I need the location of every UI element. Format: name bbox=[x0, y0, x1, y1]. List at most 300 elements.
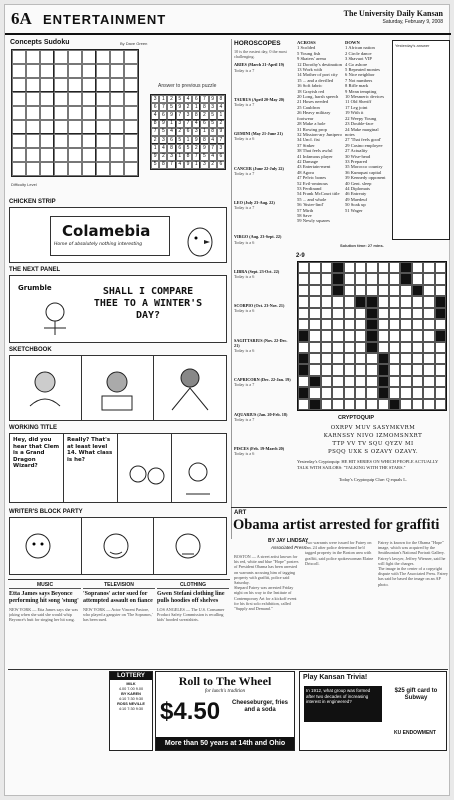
sudoku-cell[interactable] bbox=[26, 50, 40, 64]
horoscope-sign: SCORPIO (Oct. 23-Nov. 21) bbox=[234, 303, 285, 309]
sudoku-cell[interactable] bbox=[12, 78, 26, 92]
crossword-cell[interactable] bbox=[344, 319, 355, 330]
crossword-cell[interactable] bbox=[332, 273, 343, 284]
crossword-cell[interactable] bbox=[423, 399, 434, 410]
crossword-cell[interactable] bbox=[355, 399, 366, 410]
working-title-comic bbox=[9, 433, 227, 503]
crossword-cell[interactable] bbox=[400, 376, 411, 387]
crossword-cell[interactable] bbox=[423, 330, 434, 341]
crossword-cell[interactable] bbox=[366, 364, 377, 375]
crossword-cell[interactable] bbox=[378, 364, 389, 375]
sudoku-cell[interactable] bbox=[68, 64, 82, 78]
sudoku-cell[interactable] bbox=[40, 78, 54, 92]
brief-category: CLOTHING bbox=[157, 582, 229, 589]
crossword-cell[interactable] bbox=[378, 353, 389, 364]
crossword-cell[interactable] bbox=[298, 285, 309, 296]
crossword-cell[interactable] bbox=[435, 342, 446, 353]
crossword-cell[interactable] bbox=[321, 387, 332, 398]
crossword-cell[interactable] bbox=[332, 353, 343, 364]
crossword-cell[interactable] bbox=[423, 387, 434, 398]
sudoku-cell[interactable] bbox=[68, 92, 82, 106]
crossword-cell[interactable] bbox=[355, 376, 366, 387]
sudoku-cell[interactable] bbox=[40, 50, 54, 64]
crossword-cell[interactable] bbox=[332, 399, 343, 410]
crossword-cell[interactable] bbox=[378, 273, 389, 284]
horoscopes-list bbox=[234, 49, 294, 529]
crossword-cell[interactable] bbox=[366, 296, 377, 307]
crossword-cell[interactable] bbox=[344, 399, 355, 410]
crossword-cell[interactable] bbox=[378, 330, 389, 341]
sudoku-cell[interactable] bbox=[82, 148, 96, 162]
cryptoquip-line: PSQQ UXK S OZAVY OZAVY. bbox=[327, 449, 419, 455]
crossword-cell[interactable] bbox=[355, 364, 366, 375]
crossword-cell[interactable] bbox=[400, 353, 411, 364]
sudoku-cell[interactable] bbox=[12, 134, 26, 148]
crossword-cell[interactable] bbox=[435, 376, 446, 387]
answer-cell: 2 bbox=[176, 128, 184, 136]
horoscope-rating: Today is a 6 bbox=[234, 136, 255, 142]
sudoku-cell[interactable] bbox=[54, 64, 68, 78]
sudoku-cell[interactable] bbox=[124, 50, 138, 64]
sudoku-cell[interactable] bbox=[26, 134, 40, 148]
sudoku-cell[interactable] bbox=[40, 120, 54, 134]
crossword-cell[interactable] bbox=[309, 296, 320, 307]
sudoku-cell[interactable] bbox=[124, 162, 138, 176]
crossword-cell[interactable] bbox=[412, 353, 423, 364]
crossword-cell[interactable] bbox=[412, 399, 423, 410]
crossword-cell[interactable] bbox=[355, 308, 366, 319]
crossword-cell[interactable] bbox=[400, 342, 411, 353]
lottery-showtimes bbox=[110, 680, 152, 712]
sudoku-cell[interactable] bbox=[96, 120, 110, 134]
crossword-cell[interactable] bbox=[389, 399, 400, 410]
answer-cell: 4 bbox=[176, 161, 184, 169]
sudoku-cell[interactable] bbox=[68, 106, 82, 120]
crossword-cell[interactable] bbox=[355, 342, 366, 353]
crossword-cell[interactable] bbox=[344, 342, 355, 353]
sudoku-cell[interactable] bbox=[110, 64, 124, 78]
horoscope-entry bbox=[234, 412, 294, 422]
crossword-cell[interactable] bbox=[412, 273, 423, 284]
crossword-cell[interactable] bbox=[435, 273, 446, 284]
crossword-cell[interactable] bbox=[412, 364, 423, 375]
crossword-cell[interactable] bbox=[389, 273, 400, 284]
crossword-cell[interactable] bbox=[309, 285, 320, 296]
sudoku-cell[interactable] bbox=[40, 64, 54, 78]
crossword-cell[interactable] bbox=[400, 319, 411, 330]
crossword-cell[interactable] bbox=[321, 353, 332, 364]
lottery-film-title: ROSS NEVILLE bbox=[117, 702, 145, 706]
crossword-cell[interactable] bbox=[344, 308, 355, 319]
crossword-cell[interactable] bbox=[344, 262, 355, 273]
crossword-cell[interactable] bbox=[321, 364, 332, 375]
sudoku-cell[interactable] bbox=[96, 64, 110, 78]
sudoku-cell[interactable] bbox=[68, 162, 82, 176]
cryptoquip-puzzle bbox=[297, 424, 449, 456]
sudoku-cell[interactable] bbox=[124, 148, 138, 162]
crossword-cell[interactable] bbox=[298, 376, 309, 387]
crossword-cell[interactable] bbox=[378, 308, 389, 319]
crossword-cell[interactable] bbox=[400, 308, 411, 319]
sudoku-cell[interactable] bbox=[82, 50, 96, 64]
crossword-cell[interactable] bbox=[309, 387, 320, 398]
sudoku-cell[interactable] bbox=[124, 120, 138, 134]
crossword-cell[interactable] bbox=[298, 330, 309, 341]
crossword-cell[interactable] bbox=[355, 285, 366, 296]
sudoku-cell[interactable] bbox=[82, 92, 96, 106]
crossword-cell[interactable] bbox=[309, 308, 320, 319]
crossword-cell[interactable] bbox=[344, 330, 355, 341]
crossword-cell[interactable] bbox=[332, 387, 343, 398]
crossword-cell[interactable] bbox=[332, 376, 343, 387]
sudoku-cell[interactable] bbox=[26, 106, 40, 120]
crossword-cell[interactable] bbox=[366, 353, 377, 364]
crossword-cell[interactable] bbox=[435, 387, 446, 398]
crossword-cell[interactable] bbox=[389, 364, 400, 375]
crossword-cell[interactable] bbox=[366, 376, 377, 387]
sudoku-cell[interactable] bbox=[110, 162, 124, 176]
crossword-clue: 27 Actuality bbox=[345, 148, 368, 154]
crossword-cell[interactable] bbox=[355, 262, 366, 273]
crossword-cell[interactable] bbox=[412, 319, 423, 330]
crossword-grid[interactable] bbox=[297, 261, 447, 411]
answer-cell: 8 bbox=[167, 144, 175, 152]
crossword-cell[interactable] bbox=[321, 262, 332, 273]
crossword-cell[interactable] bbox=[321, 399, 332, 410]
crossword-cell[interactable] bbox=[378, 399, 389, 410]
roll-to-the-wheel-ad[interactable] bbox=[155, 671, 295, 751]
crossword-cell[interactable] bbox=[355, 353, 366, 364]
crossword-clue: 39 Kennedy opponent bbox=[345, 175, 386, 181]
sudoku-cell[interactable] bbox=[12, 64, 26, 78]
sudoku-cell[interactable] bbox=[40, 148, 54, 162]
sudoku-cell[interactable] bbox=[96, 78, 110, 92]
sudoku-cell[interactable] bbox=[54, 50, 68, 64]
sudoku-cell[interactable] bbox=[82, 120, 96, 134]
crossword-cell[interactable] bbox=[378, 319, 389, 330]
sudoku-cell[interactable] bbox=[54, 92, 68, 106]
crossword-cell[interactable] bbox=[400, 285, 411, 296]
crossword-cell[interactable] bbox=[355, 330, 366, 341]
sudoku-cell[interactable] bbox=[40, 106, 54, 120]
sudoku-cell[interactable] bbox=[26, 148, 40, 162]
crossword-cell[interactable] bbox=[298, 387, 309, 398]
crossword-cell[interactable] bbox=[298, 342, 309, 353]
crossword-cell[interactable] bbox=[332, 296, 343, 307]
crossword-cell[interactable] bbox=[309, 353, 320, 364]
sudoku-cell[interactable] bbox=[96, 148, 110, 162]
sudoku-cell[interactable] bbox=[124, 78, 138, 92]
crossword-cell[interactable] bbox=[344, 273, 355, 284]
crossword-cell[interactable] bbox=[344, 387, 355, 398]
crossword-cell[interactable] bbox=[332, 330, 343, 341]
crossword-cell[interactable] bbox=[366, 285, 377, 296]
crossword-cell[interactable] bbox=[378, 376, 389, 387]
sudoku-cell[interactable] bbox=[68, 120, 82, 134]
crossword-cell[interactable] bbox=[309, 319, 320, 330]
crossword-cell[interactable] bbox=[332, 364, 343, 375]
crossword-cell[interactable] bbox=[298, 364, 309, 375]
sudoku-cell[interactable] bbox=[26, 162, 40, 176]
crossword-cell[interactable] bbox=[389, 296, 400, 307]
crossword-clue: 49 Maedeuf bbox=[345, 196, 368, 202]
crossword-cell[interactable] bbox=[321, 330, 332, 341]
crossword-cell[interactable] bbox=[423, 376, 434, 387]
sudoku-cell[interactable] bbox=[54, 162, 68, 176]
crossword-cell[interactable] bbox=[355, 387, 366, 398]
crossword-cell[interactable] bbox=[412, 296, 423, 307]
crossword-cell[interactable] bbox=[400, 364, 411, 375]
sudoku-cell[interactable] bbox=[54, 134, 68, 148]
sudoku-cell[interactable] bbox=[68, 148, 82, 162]
sudoku-cell[interactable] bbox=[110, 78, 124, 92]
sudoku-cell[interactable] bbox=[54, 148, 68, 162]
crossword-cell[interactable] bbox=[423, 364, 434, 375]
crossword-cell[interactable] bbox=[378, 342, 389, 353]
sudoku-cell[interactable] bbox=[54, 120, 68, 134]
sudoku-cell[interactable] bbox=[82, 162, 96, 176]
crossword-cell[interactable] bbox=[389, 353, 400, 364]
crossword-cell[interactable] bbox=[423, 262, 434, 273]
crossword-cell[interactable] bbox=[423, 285, 434, 296]
crossword-cell[interactable] bbox=[309, 376, 320, 387]
sudoku-cell[interactable] bbox=[110, 92, 124, 106]
crossword-cell[interactable] bbox=[435, 353, 446, 364]
crossword-cell[interactable] bbox=[435, 308, 446, 319]
crossword-cell[interactable] bbox=[344, 376, 355, 387]
crossword-cell[interactable] bbox=[298, 399, 309, 410]
article-paragraph-4: Fairey is known for the Obama "Hope" image, which was acquired by the Smithsonian's National Portrait Gallery. Fairey's lawyer, Jeffrey Wiesner, said he will fight the charges. bbox=[378, 540, 446, 566]
crossword-cell[interactable] bbox=[378, 285, 389, 296]
crossword-cell[interactable] bbox=[378, 262, 389, 273]
crossword-cell[interactable] bbox=[400, 262, 411, 273]
crossword-cell[interactable] bbox=[344, 285, 355, 296]
crossword-cell[interactable] bbox=[321, 376, 332, 387]
crossword-cell[interactable] bbox=[321, 308, 332, 319]
crossword-cell[interactable] bbox=[435, 330, 446, 341]
sudoku-cell[interactable] bbox=[110, 120, 124, 134]
crossword-cell[interactable] bbox=[423, 319, 434, 330]
sudoku-cell[interactable] bbox=[124, 106, 138, 120]
crossword-cell[interactable] bbox=[366, 319, 377, 330]
sudoku-cell[interactable] bbox=[96, 92, 110, 106]
crossword-cell[interactable] bbox=[389, 387, 400, 398]
crossword-cell[interactable] bbox=[332, 262, 343, 273]
horoscope-entry bbox=[234, 234, 294, 244]
crossword-cell[interactable] bbox=[298, 308, 309, 319]
answer-cell: 8 bbox=[217, 95, 225, 103]
crossword-clue: 1 African nation bbox=[345, 45, 375, 51]
crossword-cell[interactable] bbox=[435, 262, 446, 273]
sudoku-cell[interactable] bbox=[124, 92, 138, 106]
sudoku-cell[interactable] bbox=[54, 78, 68, 92]
sudoku-cell[interactable] bbox=[124, 64, 138, 78]
article-column-2 bbox=[305, 540, 375, 668]
crossword-cell[interactable] bbox=[435, 399, 446, 410]
writers-panel-1 bbox=[10, 518, 82, 574]
crossword-cell[interactable] bbox=[412, 342, 423, 353]
sudoku-cell[interactable] bbox=[26, 64, 40, 78]
crossword-cell[interactable] bbox=[400, 387, 411, 398]
crossword-cell[interactable] bbox=[435, 296, 446, 307]
crossword-cell[interactable] bbox=[389, 308, 400, 319]
answer-cell: 2 bbox=[151, 136, 159, 144]
sudoku-cell[interactable] bbox=[54, 106, 68, 120]
crossword-cell[interactable] bbox=[412, 330, 423, 341]
brief-headline: 'Sopranos' actor sued for attempted assault on fiance bbox=[83, 591, 153, 604]
sudoku-cell[interactable] bbox=[12, 92, 26, 106]
crossword-cell[interactable] bbox=[366, 387, 377, 398]
crossword-cell[interactable] bbox=[332, 308, 343, 319]
crossword-cell[interactable] bbox=[412, 376, 423, 387]
masthead bbox=[344, 9, 443, 25]
crossword-cell[interactable] bbox=[366, 330, 377, 341]
kansan-trivia-ad[interactable] bbox=[299, 671, 447, 751]
crossword-cell[interactable] bbox=[435, 319, 446, 330]
crossword-cell[interactable] bbox=[298, 296, 309, 307]
trivia-question: In 1912, what group was formed after two decades of increasing interest in engineered? bbox=[304, 686, 382, 722]
answer-cell: 1 bbox=[167, 120, 175, 128]
crossword-cell[interactable] bbox=[298, 319, 309, 330]
crossword-cell[interactable] bbox=[366, 342, 377, 353]
crossword-cell[interactable] bbox=[389, 285, 400, 296]
sudoku-cell[interactable] bbox=[68, 134, 82, 148]
horoscope-sign: LEO (July 23-Aug. 22) bbox=[234, 200, 275, 206]
crossword-cell[interactable] bbox=[423, 308, 434, 319]
sudoku-cell[interactable] bbox=[40, 92, 54, 106]
sudoku-cell[interactable] bbox=[96, 106, 110, 120]
crossword-cell[interactable] bbox=[389, 342, 400, 353]
sudoku-cell[interactable] bbox=[82, 106, 96, 120]
crossword-cell[interactable] bbox=[366, 262, 377, 273]
crossword-cell[interactable] bbox=[423, 273, 434, 284]
sudoku-cell[interactable] bbox=[82, 64, 96, 78]
crossword-cell[interactable] bbox=[389, 262, 400, 273]
crossword-cell[interactable] bbox=[355, 296, 366, 307]
sudoku-cell[interactable] bbox=[12, 50, 26, 64]
answer-cell: 3 bbox=[200, 161, 208, 169]
crossword-cell[interactable] bbox=[321, 342, 332, 353]
sudoku-cell[interactable] bbox=[82, 78, 96, 92]
crossword-cell[interactable] bbox=[309, 364, 320, 375]
crossword-cell[interactable] bbox=[423, 342, 434, 353]
crossword-cell[interactable] bbox=[412, 285, 423, 296]
sudoku-cell[interactable] bbox=[124, 134, 138, 148]
crossword-cell[interactable] bbox=[378, 387, 389, 398]
crossword-cell[interactable] bbox=[400, 273, 411, 284]
crossword-cell[interactable] bbox=[309, 273, 320, 284]
sudoku-cell[interactable] bbox=[96, 134, 110, 148]
crossword-cell[interactable] bbox=[355, 273, 366, 284]
crossword-clue: 21 Hoses needed bbox=[297, 99, 329, 105]
crossword-cell[interactable] bbox=[332, 342, 343, 353]
crossword-cell[interactable] bbox=[400, 296, 411, 307]
crossword-cell[interactable] bbox=[423, 296, 434, 307]
crossword-cell[interactable] bbox=[332, 319, 343, 330]
sudoku-cell[interactable] bbox=[12, 148, 26, 162]
crossword-cell[interactable] bbox=[400, 399, 411, 410]
crossword-cell[interactable] bbox=[321, 285, 332, 296]
sudoku-cell[interactable] bbox=[26, 92, 40, 106]
crossword-cell[interactable] bbox=[400, 330, 411, 341]
sudoku-cell[interactable] bbox=[40, 162, 54, 176]
crossword-clue: 54 Frank McCourt title bbox=[297, 191, 340, 197]
crossword-cell[interactable] bbox=[366, 273, 377, 284]
crossword-clue: 5 Young fish bbox=[297, 50, 321, 56]
sudoku-cell[interactable] bbox=[12, 120, 26, 134]
answer-cell: 6 bbox=[167, 136, 175, 144]
horoscope-sign: GEMINI (May 21-June 21) bbox=[234, 131, 283, 137]
answer-cell: 9 bbox=[151, 153, 159, 161]
ads-rule bbox=[8, 669, 448, 670]
crossword-cell[interactable] bbox=[332, 285, 343, 296]
crossword-cell[interactable] bbox=[435, 285, 446, 296]
crossword-cell[interactable] bbox=[412, 387, 423, 398]
chicken-drawing bbox=[180, 218, 220, 260]
answer-cell: 8 bbox=[200, 136, 208, 144]
crossword-cell[interactable] bbox=[389, 319, 400, 330]
crossword-cell[interactable] bbox=[344, 364, 355, 375]
sudoku-cell[interactable] bbox=[68, 50, 82, 64]
crossword-cell[interactable] bbox=[412, 308, 423, 319]
crossword-clue: 50 Soak up bbox=[345, 202, 366, 208]
crossword-cell[interactable] bbox=[321, 273, 332, 284]
sudoku-cell[interactable] bbox=[110, 148, 124, 162]
lottery-ad[interactable] bbox=[109, 671, 153, 751]
answer-cell: 3 bbox=[184, 111, 192, 119]
sudoku-cell[interactable] bbox=[12, 162, 26, 176]
crossword-cell[interactable] bbox=[309, 262, 320, 273]
answer-cell: 2 bbox=[209, 161, 217, 169]
horoscope-sign: CAPRICORN (Dec. 22-Jan. 19) bbox=[234, 377, 291, 383]
crossword-cell[interactable] bbox=[344, 296, 355, 307]
sudoku-cell[interactable] bbox=[68, 78, 82, 92]
crossword-cell[interactable] bbox=[389, 376, 400, 387]
crossword-cell[interactable] bbox=[321, 319, 332, 330]
crossword-cell[interactable] bbox=[298, 262, 309, 273]
sudoku-cell[interactable] bbox=[110, 134, 124, 148]
crossword-cell[interactable] bbox=[309, 399, 320, 410]
crossword-cell[interactable] bbox=[298, 353, 309, 364]
sudoku-cell[interactable] bbox=[12, 106, 26, 120]
crossword-cell[interactable] bbox=[423, 353, 434, 364]
crossword-cell[interactable] bbox=[309, 330, 320, 341]
sudoku-cell[interactable] bbox=[96, 162, 110, 176]
horoscope-sign: LIBRA (Sept. 23-Oct. 22) bbox=[234, 268, 280, 274]
sudoku-puzzle-grid[interactable] bbox=[11, 49, 139, 177]
crossword-cell[interactable] bbox=[321, 296, 332, 307]
sudoku-cell[interactable] bbox=[82, 134, 96, 148]
sudoku-cell[interactable] bbox=[110, 50, 124, 64]
sudoku-cell[interactable] bbox=[110, 106, 124, 120]
crossword-cell[interactable] bbox=[412, 262, 423, 273]
sudoku-cell[interactable] bbox=[26, 120, 40, 134]
sudoku-cell[interactable] bbox=[40, 134, 54, 148]
crossword-cell[interactable] bbox=[366, 399, 377, 410]
crossword-cell[interactable] bbox=[309, 342, 320, 353]
answer-cell: 7 bbox=[184, 120, 192, 128]
crossword-cell[interactable] bbox=[378, 296, 389, 307]
crossword-cell[interactable] bbox=[355, 319, 366, 330]
crossword-cell[interactable] bbox=[435, 364, 446, 375]
crossword-cell[interactable] bbox=[298, 273, 309, 284]
horoscope-entry bbox=[234, 62, 294, 72]
crossword-cell[interactable] bbox=[366, 308, 377, 319]
sudoku-cell[interactable] bbox=[96, 50, 110, 64]
sudoku-cell[interactable] bbox=[26, 78, 40, 92]
crossword-cell[interactable] bbox=[389, 330, 400, 341]
crossword-cell[interactable] bbox=[344, 353, 355, 364]
